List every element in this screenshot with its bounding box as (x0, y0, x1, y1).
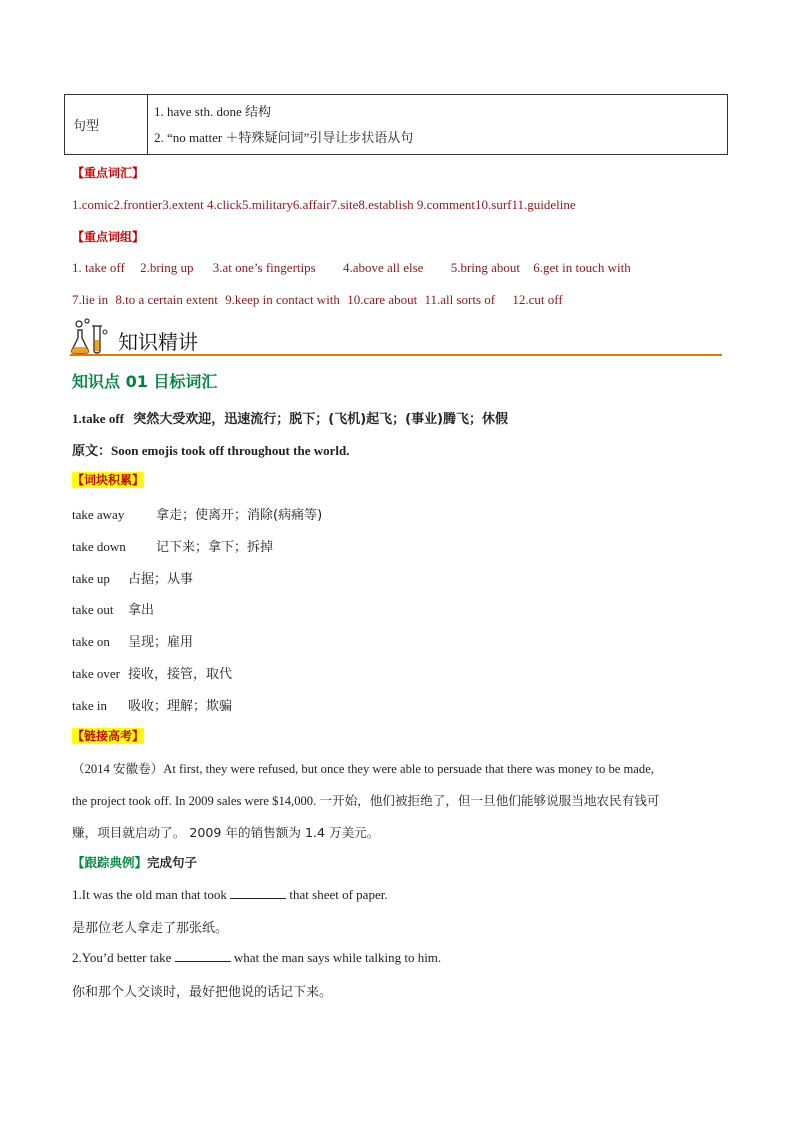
practice-question-1 (72, 886, 388, 903)
phrase-row (72, 695, 232, 714)
question-text: 1.It was the old man that took (72, 887, 227, 902)
entry-head-definition: 突然大受欢迎，迅速流行；脱下；(飞机)起飞；(事业)腾飞；休假 (133, 412, 509, 427)
table-row-2: 2. “no matter ＋特殊疑问词”引导让步状语从句 (154, 129, 414, 145)
section-title: 知识点 01 目标词汇 (72, 372, 218, 391)
table-values (148, 95, 728, 155)
entry-original: 原文：Soon emojis took off throughout the world. (72, 443, 350, 458)
practice-question-2 (72, 949, 441, 966)
phrase-zh: 接收，接管，取代 (128, 667, 233, 682)
gaokao-line-1: （2014 安徽卷）At first, they were refused, but once they were able to persuade that there was money to be made, (72, 762, 654, 776)
phrase-item: 1. take off (72, 260, 125, 275)
key-vocab-items: 1.comic2.frontier3.extent 4.click5.military6.affair7.site8.establish 9.comment10.surf11.guideline (72, 197, 576, 212)
phrase-item: 3.at one’s fingertips (212, 260, 316, 275)
answer-blank[interactable] (175, 949, 231, 962)
phrase-row (72, 663, 232, 682)
phrase-item: 12.cut off (512, 292, 563, 307)
phrase-accum-tag-wrap (72, 471, 144, 488)
question-text: what the man says while talking to him. (233, 950, 442, 965)
phrase-row (72, 599, 154, 618)
phrase-zh: 拿走；使离开；消除(病痛等) (156, 508, 323, 523)
phrase-item: 5.bring about (450, 260, 521, 275)
flask-icon (70, 318, 110, 356)
phrase-zh: 占据；从事 (128, 572, 194, 587)
knowledge-banner (70, 318, 722, 358)
phrase-item: 6.get in touch with (533, 260, 631, 275)
phrase-en: take away (72, 507, 125, 522)
phrase-row (72, 504, 322, 523)
gaokao-line-2: the project took off. In 2009 sales were $14,000. 一开始，他们被拒绝了，但一旦他们能够说服当地农民有钱可 (72, 794, 660, 808)
phrase-accum-tag: 【词块积累】 (72, 473, 145, 487)
practice-tag-suffix: 完成句子 (147, 855, 198, 870)
key-phrases-heading: 【重点词组】 (72, 230, 145, 244)
table-row-1: 1. have sth. done 结构 (154, 103, 271, 119)
key-phrases-line-2 (72, 292, 563, 308)
question-text: 2.You’d better take (72, 950, 172, 965)
phrase-item: 4.above all else (342, 260, 424, 275)
practice-tag: 【跟踪典例】 (72, 855, 148, 870)
gaokao-line-3: 赚，项目就启动了。 2009 年的销售额为 1.4 万美元。 (72, 825, 380, 840)
phrase-zh: 拿出 (128, 603, 155, 618)
phrase-zh: 记下来；拿下；拆掉 (156, 540, 274, 555)
sentence-pattern-table (64, 94, 728, 155)
phrase-en: take in (72, 698, 108, 713)
banner-title: 知识精讲 (118, 330, 198, 354)
phrase-en: take up (72, 571, 110, 586)
phrase-item: 11.all sorts of (424, 292, 496, 307)
phrase-row (72, 631, 193, 650)
table-label: 句型 (65, 95, 148, 155)
phrase-item: 2.bring up (140, 260, 194, 275)
practice-question-1-translation: 是那位老人拿走了那张纸。 (72, 921, 229, 936)
question-text: that sheet of paper. (289, 887, 388, 902)
key-phrases-line-1 (72, 260, 631, 276)
phrase-row (72, 568, 193, 587)
phrase-item: 8.to a certain extent (115, 292, 218, 307)
entry-headline (72, 408, 508, 427)
phrase-item: 7.lie in (72, 292, 109, 307)
entry-head-word: 1.take off (72, 411, 124, 426)
phrase-item: 10.care about (347, 292, 418, 307)
practice-heading (72, 853, 197, 871)
gaokao-tag-wrap (72, 727, 144, 744)
phrase-en: take on (72, 634, 110, 649)
phrase-en: take over (72, 666, 121, 681)
key-vocab-heading: 【重点词汇】 (72, 166, 145, 180)
practice-question-2-translation: 你和那个人交谈时，最好把他说的话记下来。 (72, 985, 333, 1000)
gaokao-tag: 【链接高考】 (72, 729, 145, 743)
phrase-en: take down (72, 539, 126, 554)
banner-rule (70, 354, 722, 356)
phrase-row (72, 536, 273, 555)
phrase-item: 9.keep in contact with (225, 292, 340, 307)
phrase-en: take out (72, 602, 114, 617)
phrase-zh: 吸收；理解；欺骗 (128, 699, 233, 714)
phrase-zh: 呈现；雇用 (128, 635, 194, 650)
answer-blank[interactable] (230, 886, 286, 899)
